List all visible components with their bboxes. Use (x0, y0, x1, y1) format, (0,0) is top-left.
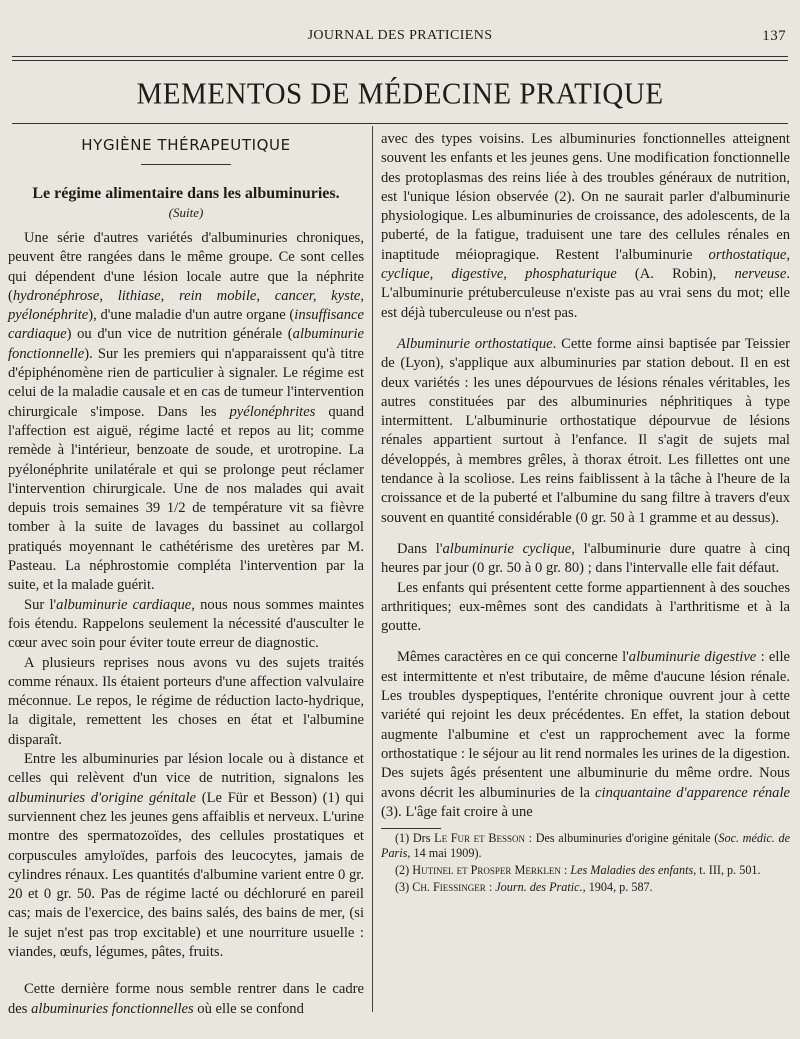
text-run: avec des types voisins. Les albuminuries fonctionnelles atteignent souvent les enfants et les jeunes gens. Une modification fonctionnelle des protoplasmas des reins liée à des troubles généraux de nutrition, est l'unique lésion observée (2). On ne saurait parler d'albuminurie physiologique. Les albuminuries de croissance, des adolescents, de la puberté, de la fatigue, traduisent une tare des cellules rénales en inaptitude méiopragique. Restent l'albuminurie (381, 131, 790, 263)
right-paragraph-2 (381, 335, 790, 528)
text-run: , l'albuminurie dure quatre à cinq heures par jour (0 gr. 50 à 0 gr. 80) ; dans l'intervalle elle fait défaut. (381, 540, 791, 577)
text-run: ) ou d'un vice de nutrition générale ( (66, 326, 293, 343)
text-run: . L'albuminurie prétuberculeuse n'existe pas au vrai sens du mot; elle est déjà tuberculeuse ou n'est pas. (381, 266, 790, 321)
italic-run: albuminurie cardiaque (56, 596, 192, 613)
text-run: (1) Drs (395, 831, 435, 846)
article-title: Le régime alimentaire dans les albuminuries. (32, 185, 340, 202)
italic-run: Les Maladies des enfants (570, 863, 694, 878)
footnote-rule (381, 828, 441, 829)
left-paragraph-4 (8, 750, 364, 962)
italic-run: albuminurie cyclique (442, 540, 572, 557)
page-number: 137 (762, 28, 786, 44)
italic-run: Journ. des Pratic. (495, 880, 583, 895)
author-names: Hutinel et Prosper Merklen (412, 863, 561, 878)
text-run: Dans l' (397, 540, 443, 557)
right-paragraph-1 (381, 130, 790, 323)
continued-label: (Suite) (168, 205, 204, 220)
header-rule (12, 56, 788, 57)
italic-run: cinquantaine d'apparence rénale (595, 784, 790, 801)
text-run: (3) (395, 880, 413, 895)
text-run: , nous nous sommes maintes fois étendu. Rappelons seulement la nécessité d'ausculter le cœur avec soin pour éviter toute erreur de diagnostic. (8, 596, 365, 652)
text-run: Sur l' (24, 596, 57, 613)
column-divider (372, 126, 373, 1012)
italic-run: hydronéphrose, lithiase, rein mobile, cancer, kyste, pyélonéphrite (8, 287, 364, 324)
italic-run: albuminuries fonctionnelles (31, 1000, 194, 1017)
page-title: MEMENTOS DE MÉDECINE PRATIQUE (136, 77, 664, 111)
right-paragraph-4: Les enfants qui présentent cette forme appartiennent à des souches arthritiques; eux-mêmes sont des candidats à l'arthritisme et à la goutte. (381, 579, 790, 635)
running-head (0, 28, 800, 50)
italic-run: insuffisance cardiaque (8, 307, 364, 343)
right-column (381, 130, 790, 895)
text-run: (2) (395, 863, 413, 878)
italic-run: albuminurie fonctionnelle (8, 326, 364, 362)
italic-run: pyélonéphrites (229, 403, 316, 420)
text-run: : (485, 880, 496, 895)
text-run: Cette dernière forme nous semble rentrer dans le cadre des (8, 981, 364, 1017)
text-run: (A. Robin), (616, 266, 735, 283)
footnote-3 (381, 880, 790, 895)
left-column (8, 132, 364, 1019)
left-paragraph-3: A plusieurs reprises nous avons vu des sujets traités comme rénaux. Ils étaient porteurs d'une affection valvulaire méconnue. Le repos, le régime de réduction lacto-hydrique, la digitale, remettent les choses en état et l'albumine disparaît. (8, 654, 364, 748)
left-paragraph-5 (8, 980, 364, 1019)
text-run: . Cette forme ainsi baptisée par Teissier de (Lyon), s'applique aux albuminuries par station debout. Il en est deux variétés : les unes dépourvues de lésions rénales véritables, les autres constituées par des albuminuries néphritiques à type intermittent. L'albuminurie orthostatique dépourvue de lésions rénales appartient surtout à l'enfance. Il s'agit de sujets mal développés, à membres grêles, à thorax étroit. Les fillettes ont une tendance à la scoliose. Les reins faiblissent à la tâche à l'heure de la croissance et de la puberté et l'albumine du sang filtre à travers d'eux souvent en quantité considérable (0 gr. 50 à 1 gramme et au dessus). (381, 335, 790, 526)
italic-run: Albuminurie orthostatique (397, 335, 553, 352)
text-run: ). Sur les premiers qui n'apparaissent qu'à titre d'épiphénomène rien de particulier à signaler. Le régime est celui de la maladie causale et en cas de tumeur l'intervention chirurgicale s'impose. Dans les (8, 345, 364, 420)
text-run: quand l'affection est aiguë, régime lacté et repos au lit; comme remède à l'intérieur, benzoate de soude, et urotropine. La pyélonéphrite unilatérale et qui se prolonge peut réclamer l'intervention chirurgicale. Une de nos malades qui avait depuis trois semaines 39 1/2 de température vit sa fièvre tomber à la suite de lavages du bassinet au collargol pratiqués moyennant le cathétérisme des uretères par M. Pasteau. La néphrostomie compléta l'intervention par la suite, et la malade guérit. (8, 403, 364, 594)
left-paragraph-2 (8, 596, 364, 654)
text-run: : elle est intermittente et n'est tributaire, de même d'aucune lésion rénale. Les troubles dyspeptiques, l'entérite chronique ouvrent jour à cette variété qui rejoint les deux précédentes. En effet, la station debout augmente l'albumine et c'est un rapprochement avec la forme orthostatique : le séjour au lit rend normales les urines de la digestion. Des sujets âgés présentent une albuminurie du même ordre. Nous avons décrit les albuminuries de la (381, 649, 790, 801)
section-rule (141, 164, 231, 165)
text-run: Mêmes caractères en ce qui concerne l' (397, 649, 629, 666)
text-run: : Des albuminuries d'origine génitale ( (524, 831, 719, 846)
title-rule (12, 123, 788, 124)
text-run: : (560, 863, 571, 878)
text-run: , 14 mai 1909). (407, 846, 482, 861)
footnote-1 (381, 831, 790, 861)
section-heading: HYGIÈNE THÉRAPEUTIQUE (81, 136, 291, 154)
italic-run: orthostatique, cyclique, digestive, phosphaturique (381, 246, 790, 283)
right-paragraph-5 (381, 648, 790, 822)
text-run: , t. III, p. 501. (693, 863, 761, 878)
italic-run: albuminuries d'origine génitale (8, 789, 197, 806)
text-run: où elle se confond (193, 1000, 304, 1017)
author-names: Ch. Fiessinger (412, 880, 486, 895)
header-rule-thin (12, 60, 788, 61)
text-run: (3). L'âge fait croire à une (381, 803, 533, 820)
journal-name: JOURNAL DES PRATICIENS (307, 28, 493, 43)
text-run: (Le Für et Besson) (1) qui surviennent chez les jeunes gens affaiblis et nerveux. L'urine montre des spermatozoïdes, des cellules prostatiques et corpuscules amyloïdes, parfois des leucocytes, jamais de cylindres rénaux. Les quantités d'albumine varient entre 0 gr. 20 et 0 gr. 50. Pas de régime lacté ou déchloruré en pareil cas; mais de l'exercice, des bains salés, des bains de mer, (si le sujet n'est pas trop excitable) et une nourriture usuelle : viandes, œufs, légumes, pâtes, fruits. (8, 789, 365, 960)
text-run: ), d'une maladie d'un autre organe ( (88, 307, 295, 324)
italic-run: Soc. médic. de Paris (381, 831, 790, 861)
footnote-2 (381, 863, 790, 878)
left-paragraph-1 (8, 229, 364, 596)
text-run: Une série d'autres variétés d'albuminuries chroniques, peuvent être rangées dans le même groupe. Ce sont celles qui dépendent d'une lésion locale autre que la néphrite ( (8, 230, 364, 304)
right-paragraph-3 (381, 540, 790, 579)
text-run: , 1904, p. 587. (582, 880, 653, 895)
text-run: Entre les albuminuries par lésion locale ou à distance et celles qui relèvent d'un vice de nutrition, signalons les (8, 751, 364, 787)
italic-run: albuminurie digestive (628, 649, 757, 666)
italic-run: nerveuse (734, 266, 787, 283)
author-names: Le Fur et Besson (434, 831, 525, 846)
